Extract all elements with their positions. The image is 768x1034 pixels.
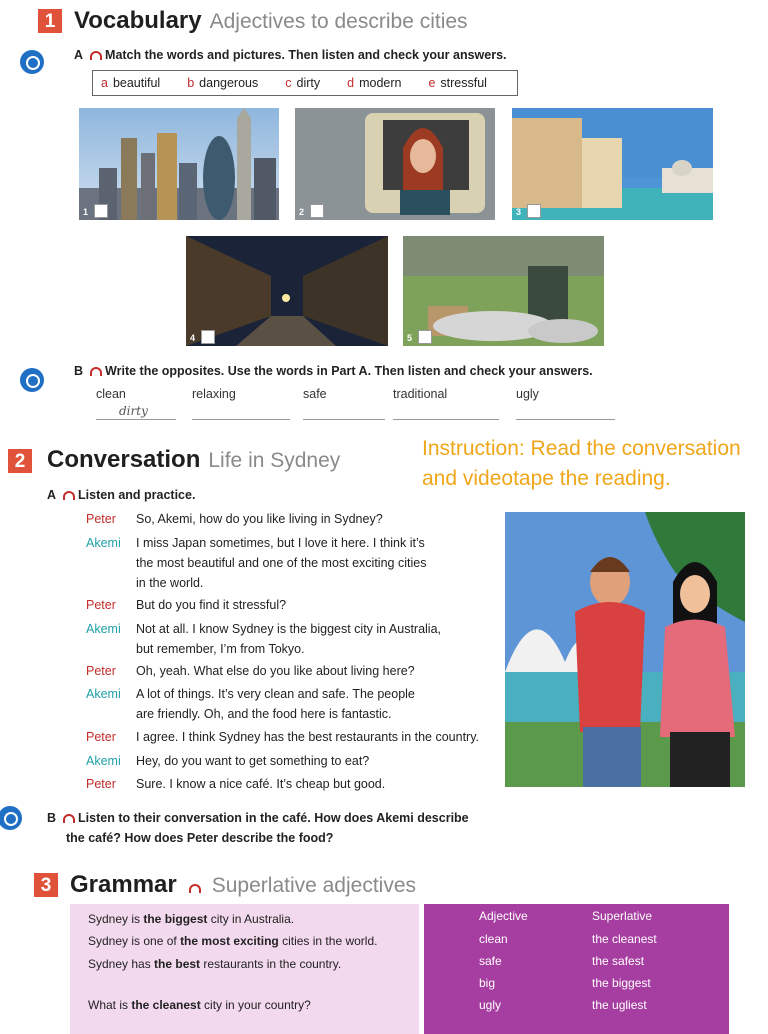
headphones-icon: [90, 367, 102, 376]
photo-woman-in-car: [295, 108, 495, 220]
answer-checkbox[interactable]: [418, 330, 432, 344]
section-title: [74, 7, 468, 35]
photo-canal-city: [512, 108, 713, 220]
section-title-text: Grammar: [70, 871, 177, 898]
answer-line[interactable]: [192, 419, 290, 420]
section-title: [47, 446, 340, 474]
section-number: 3: [34, 873, 58, 897]
answer-line[interactable]: [96, 419, 176, 420]
instruction-1a: [74, 48, 507, 62]
table-cell: the cleanest: [592, 932, 657, 946]
section-number: 1: [38, 9, 62, 33]
dialogue-line: [86, 619, 492, 659]
word-option: a beautiful: [101, 76, 161, 90]
headphones-icon: [63, 814, 75, 823]
table-cell: clean: [479, 932, 508, 946]
answer-checkbox[interactable]: [201, 330, 215, 344]
headphones-icon: [63, 491, 75, 500]
section-subtitle: Adjectives to describe cities: [209, 10, 468, 33]
headphones-icon: [90, 51, 102, 60]
dialogue-line: [86, 509, 492, 529]
opposite-word: safe: [303, 387, 327, 401]
photo-number: 4: [190, 333, 196, 343]
answer-checkbox[interactable]: [527, 204, 541, 218]
instruction-text-cont: the café? How does Peter describe the food?: [66, 831, 334, 845]
instruction-text: Write the opposites. Use the words in Part A. Then listen and check your answers.: [105, 364, 593, 378]
word-option: c dirty: [285, 76, 321, 90]
dialogue-text: But do you find it stressful?: [136, 598, 287, 612]
canal-illustration: [512, 108, 713, 220]
speaker-name: Peter: [86, 730, 116, 744]
illustration-sydney-couple: [505, 512, 745, 787]
photo-garbage-park: [403, 236, 604, 346]
handwritten-answer: dirty: [119, 404, 148, 418]
dialogue-text: I miss Japan sometimes, but I love it here. I think it’s the most beautiful and one of the most exciting cities in the world.: [136, 536, 427, 590]
section-title-text: Vocabulary: [74, 7, 202, 34]
instruction-2b: [47, 808, 469, 848]
opposite-word: clean: [96, 387, 126, 401]
dialogue-text: Oh, yeah. What else do you like about living here?: [136, 664, 415, 678]
dialogue-line: [86, 684, 492, 724]
word-box: [92, 70, 518, 96]
answer-checkbox[interactable]: [94, 204, 108, 218]
speaker-name: Peter: [86, 664, 116, 678]
dialogue-line: [86, 595, 492, 615]
dialogue-text: So, Akemi, how do you like living in Sydney?: [136, 512, 383, 526]
couple-illustration: [505, 512, 745, 787]
table-cell: the safest: [592, 954, 645, 968]
speaker-name: Akemi: [86, 687, 121, 701]
audio-play-icon[interactable]: [0, 806, 22, 830]
photo-number: 2: [299, 207, 305, 217]
opposite-word: traditional: [393, 387, 448, 401]
part-letter: A: [74, 48, 84, 62]
table-cell: safe: [479, 954, 502, 968]
section-subtitle: Superlative adjectives: [211, 874, 417, 897]
dialogue-text: I agree. I think Sydney has the best restaurants in the country.: [136, 730, 480, 744]
dialogue-line: [86, 751, 492, 771]
instruction-2a: [47, 488, 195, 502]
photo-number: 1: [83, 207, 89, 217]
headphones-icon: [189, 884, 201, 893]
section-number: 2: [8, 449, 32, 473]
speaker-name: Akemi: [86, 754, 121, 768]
speaker-name: Akemi: [86, 536, 121, 550]
word-option: d modern: [347, 76, 402, 90]
speaker-name: Peter: [86, 777, 116, 791]
answer-line[interactable]: [516, 419, 615, 420]
section-title-text: Conversation: [47, 446, 201, 473]
dialogue-line: [86, 533, 492, 593]
section-subtitle: Life in Sydney: [208, 449, 341, 472]
word-option: b dangerous: [187, 76, 259, 90]
dialogue-text: A lot of things. It’s very clean and safe. The people are friendly. Oh, and the food here is fantastic.: [136, 687, 415, 721]
table-cell: the biggest: [592, 976, 651, 990]
word-option: e stressful: [428, 76, 487, 90]
instruction-1b: [74, 364, 593, 378]
answer-line[interactable]: [393, 419, 499, 420]
audio-play-icon[interactable]: [20, 368, 44, 392]
answer-checkbox[interactable]: [310, 204, 324, 218]
instruction-text: Listen and practice.: [78, 488, 196, 502]
answer-line[interactable]: [303, 419, 385, 420]
photo-number: 5: [407, 333, 413, 343]
grammar-example: Sydney is the biggest city in Australia.: [88, 912, 295, 926]
part-letter: B: [74, 364, 84, 378]
photo-number: 3: [516, 207, 522, 217]
table-header: Adjective: [479, 909, 528, 923]
audio-play-icon[interactable]: [20, 50, 44, 74]
teacher-instruction-note: Instruction: Read the conversation and videotape the reading.: [422, 437, 741, 490]
dialogue-text: Not at all. I know Sydney is the biggest city in Australia, but remember, I’m from Tokyo.: [136, 622, 442, 656]
opposite-word: relaxing: [192, 387, 236, 401]
part-letter: B: [47, 811, 57, 825]
photo-city-skyline: [79, 108, 279, 220]
dialogue-line: [86, 727, 556, 747]
table-cell: ugly: [479, 998, 502, 1012]
car-illustration: [295, 108, 495, 220]
street-illustration: [186, 236, 388, 346]
grammar-example: Sydney is one of the most exciting cities in the world.: [88, 934, 378, 948]
part-letter: A: [47, 488, 57, 502]
dialogue-text: Sure. I know a nice café. It’s cheap but good.: [136, 777, 386, 791]
garbage-illustration: [403, 236, 604, 346]
dialogue-line: [86, 661, 492, 681]
table-header: Superlative: [592, 909, 653, 923]
grammar-example: What is the cleanest city in your country?: [88, 998, 311, 1012]
table-cell: big: [479, 976, 496, 990]
dialogue-line: [86, 774, 492, 794]
instruction-text: Listen to their conversation in the café. How does Akemi describe: [78, 811, 469, 825]
superlative-table: [424, 904, 729, 1034]
photo-dark-street: [186, 236, 388, 346]
dialogue-text: Hey, do you want to get something to eat?: [136, 754, 370, 768]
instruction-text: Match the words and pictures. Then listen and check your answers.: [105, 48, 507, 62]
section-title: [70, 871, 416, 899]
speaker-name: Akemi: [86, 622, 121, 636]
speaker-name: Peter: [86, 598, 116, 612]
opposite-word: ugly: [516, 387, 539, 401]
speaker-name: Peter: [86, 512, 116, 526]
table-cell: the ugliest: [592, 998, 647, 1012]
skyline-illustration: [79, 108, 279, 220]
grammar-example: Sydney has the best restaurants in the country.: [88, 957, 342, 971]
